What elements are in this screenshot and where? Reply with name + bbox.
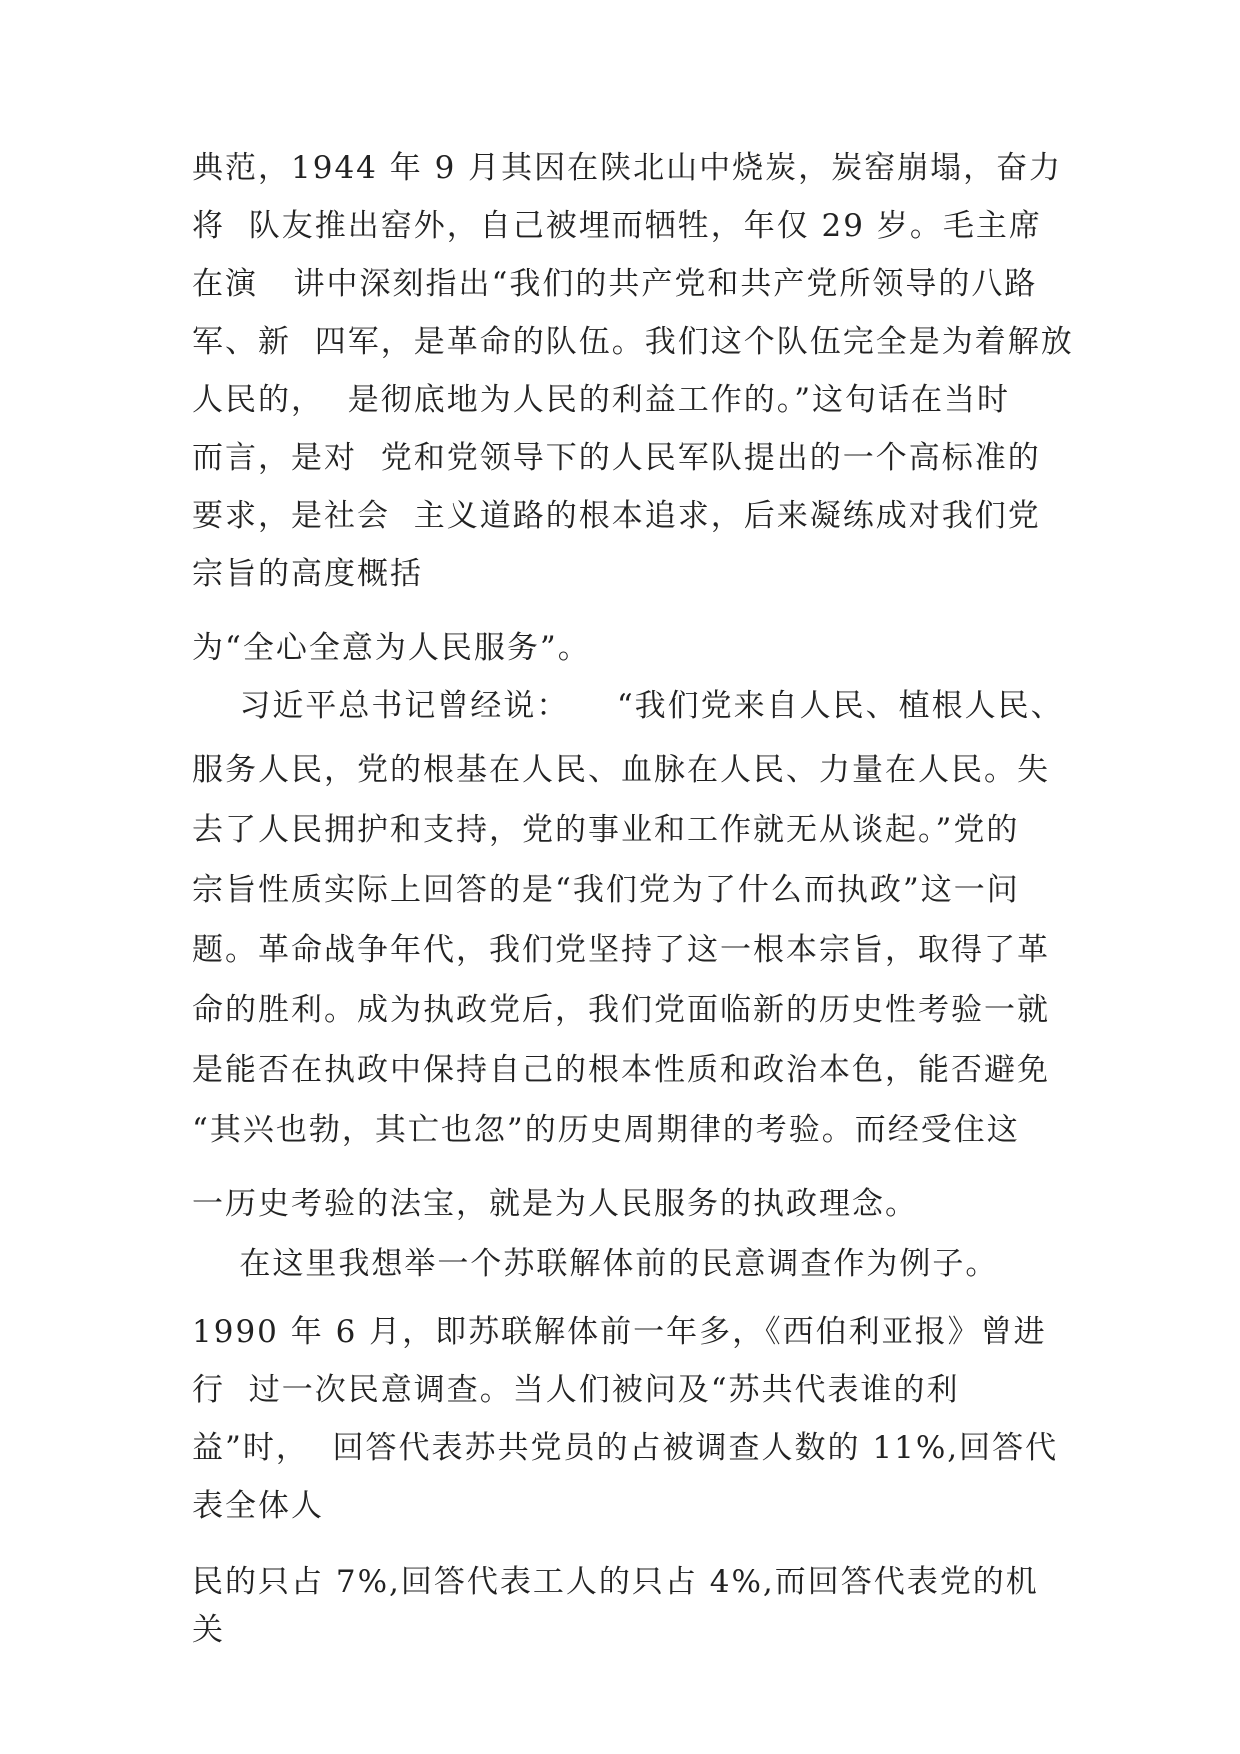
- text-line: 为“全心全意为人民服务”。: [192, 630, 591, 666]
- text-line: 而言，是对 党和党领导下的人民军队提出的一个高标准的: [192, 440, 1041, 476]
- text-line: 是能否在执政中保持自己的根本性质和政治本色，能否避免: [192, 1052, 1050, 1088]
- text-line: 人民的， 是彻底地为人民的利益工作的。”这句话在当时: [192, 382, 1011, 418]
- text-line: “其兴也勃，其亡也忽”的历史周期律的考验。而经受住这: [192, 1112, 1020, 1148]
- text-line: 习近平总书记曾经说： “我们党来自人民、植根人民、: [192, 688, 1064, 724]
- text-line: 民的只占 7%,回答代表工人的只占 4%,而回答代表党的机: [192, 1564, 1039, 1600]
- text-line: 益”时， 回答代表苏共党员的占被调查人数的 11%,回答代: [192, 1430, 1059, 1466]
- text-line: 1990 年 6 月，即苏联解体前一年多，《西伯利亚报》曾进: [192, 1314, 1047, 1350]
- text-line: 典范，1944 年 9 月其因在陕北山中烧炭，炭窑崩塌，奋力: [192, 150, 1063, 186]
- text-line: 要求，是社会 主义道路的根本追求，后来凝练成对我们党: [192, 498, 1041, 534]
- text-line: 宗旨性质实际上回答的是“我们党为了什么而执政”这一问: [192, 872, 1020, 908]
- text-line: 题。革命战争年代，我们党坚持了这一根本宗旨，取得了革: [192, 932, 1050, 968]
- text-line: 去了人民拥护和支持，党的事业和工作就无从谈起。”党的: [192, 812, 1020, 848]
- text-line: 行 过一次民意调查。当人们被问及“苏共代表谁的利: [192, 1372, 960, 1408]
- text-line: 在这里我想举一个苏联解体前的民意调查作为例子。: [192, 1246, 999, 1282]
- text-line: 将 队友推出窑外，自己被埋而牺牲，年仅 29 岁。毛主席: [192, 208, 1042, 244]
- text-line: 表全体人: [192, 1488, 324, 1524]
- text-line: 在演 讲中深刻指出“我们的共产党和共产党所领导的八路: [192, 266, 1038, 302]
- text-line: 一历史考验的法宝，就是为人民服务的执政理念。: [192, 1186, 918, 1222]
- text-line: 服务人民，党的根基在人民、血脉在人民、力量在人民。失: [192, 752, 1050, 788]
- text-line: 宗旨的高度概括: [192, 556, 423, 592]
- text-line: 命的胜利。成为执政党后，我们党面临新的历史性考验一就: [192, 992, 1050, 1028]
- text-line: 关: [192, 1612, 225, 1648]
- text-line: 军、新 四军，是革命的队伍。我们这个队伍完全是为着解放: [192, 324, 1074, 360]
